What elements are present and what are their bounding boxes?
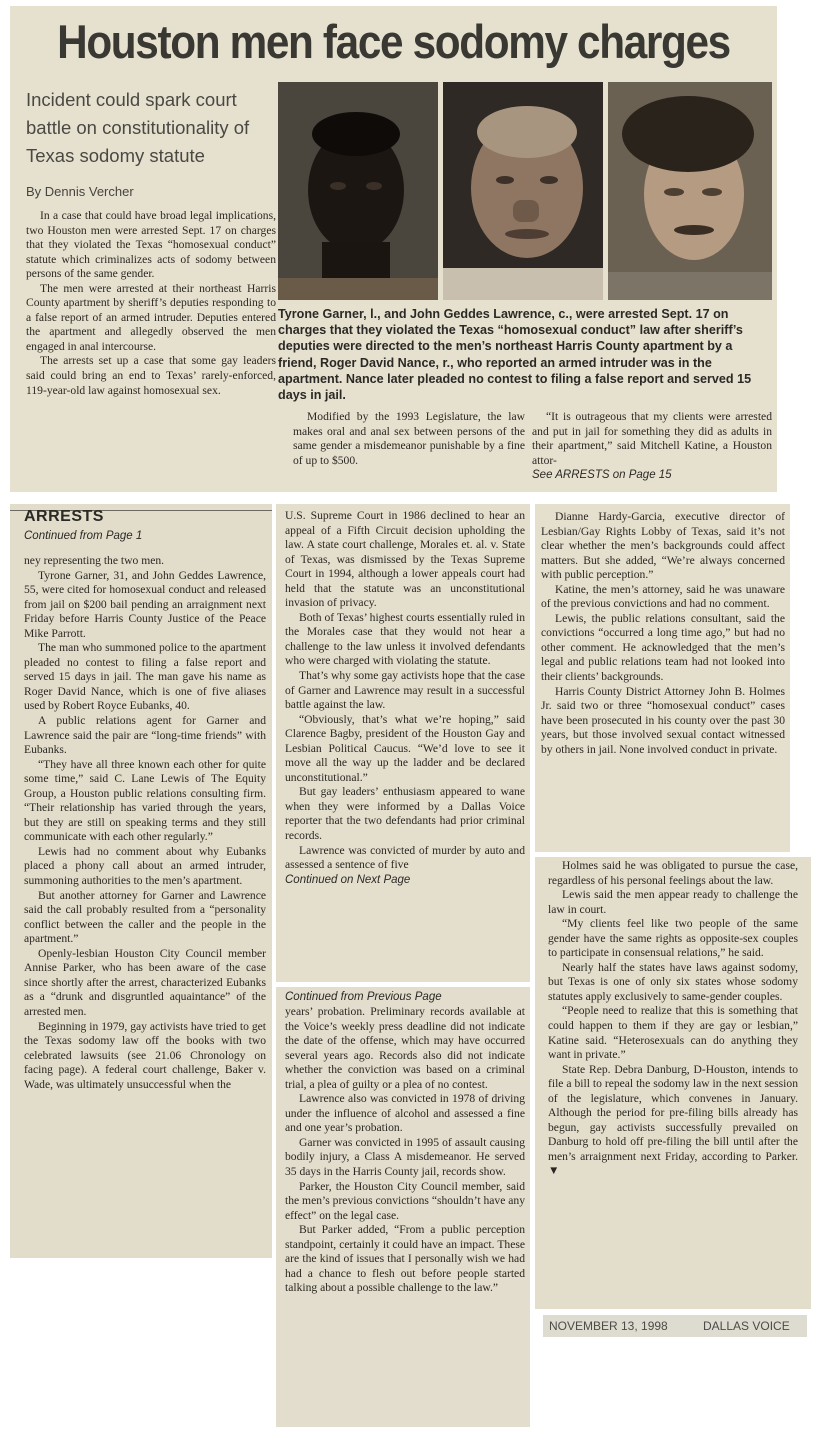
paragraph: In a case that could have broad legal implications, two Houston men were arrested Sept. 17 on charges that they violated the Texas “homosexual conduct” statute which criminalizes acts of sodomy between persons of the same gender. [26, 209, 276, 281]
paragraph: The men were arrested at their northeast Harris County apartment by sheriff’s deputies responding to a false report of an armed intruder. Deputies entered the apartment and allegedly observed the men engaged in anal intercourse. [26, 281, 276, 353]
photo-garner [278, 82, 438, 300]
headline: Houston men face sodomy charges [57, 15, 730, 68]
paragraph: “People need to realize that this is something that could happen to them if they are gay or lesbian,” Katine said. “Heterosexuals can do anything they want in private.” [548, 1004, 798, 1062]
article-column-d [541, 510, 785, 757]
paragraph: Lewis said the men appear ready to challenge the law in court. [548, 888, 798, 916]
article-column-e [548, 859, 798, 1179]
dateline [543, 1315, 807, 1337]
paragraph: Lawrence also was convicted in 1978 of driving under the influence of alcohol and assessed a fine and one year’s probation. [285, 1092, 525, 1135]
portrait-image [608, 82, 772, 300]
portrait-image [443, 82, 603, 300]
article-column-c [285, 990, 525, 1296]
jump-line: See ARRESTS on Page 15 [532, 469, 672, 482]
paragraph: Both of Texas’ highest courts essentially ruled in the Morales case that they would not hear a challenge to the law unless it involved defendants who were charged with violating the statute. [285, 610, 525, 668]
paragraph: A public relations agent for Garner and Lawrence said the pair are “long-time friends” with Eubanks. [24, 714, 266, 757]
article-column-3 [532, 410, 772, 483]
paragraph: That’s why some gay activists hope that the case of Garner and Lawrence may result in a successful battle against the law. [285, 669, 525, 712]
paragraph: “They have all three known each other for quite some time,” said C. Lane Lewis of The Equity Group, a Houston public relations consulting firm. “Their relationship has varied through the years, but they are still on speaking terms and they still communicate with each other regularly.” [24, 757, 266, 844]
section-head: ARRESTS [24, 508, 104, 525]
continued-prev-label: Continued from Previous Page [285, 991, 442, 1003]
paragraph: The arrests set up a case that some gay leaders said could bring an end to Texas’ rarely-enforced, 119-year-old law against homosexual sex. [26, 354, 276, 397]
paragraph: Parker, the Houston City Council member, said the men’s previous convictions “shouldn’t have any effect” on the legal case. [285, 1179, 525, 1222]
paragraph: But Parker added, “From a public perception standpoint, certainly it could have an impact. These are the kind of issues that I personally wish we had had a chance to flesh out before people started talking about a possible challenge to the law.” [285, 1223, 525, 1295]
paragraph: Lawrence was convicted of murder by auto and assessed a sentence of five [285, 843, 525, 872]
continuation-clipping-right-upper [535, 504, 790, 852]
photo-caption: Tyrone Garner, l., and John Geddes Lawrence, c., were arrested Sept. 17 on charges that they violated the Texas “homosexual conduct” law after sheriff’s deputies were directed to the men’s northeast Harris County apartment by a friend, Roger David Nance, r., who reported an armed intruder was in the apartment. Nance later pleaded no contest to filing a false report and served 15 days in jail. [278, 307, 752, 403]
paragraph: Harris County District Attorney John B. Holmes Jr. said two or three “homosexual conduct” cases have been prosecuted in his county over the past 30 years, but those involved sexual contact witnessed by others in jail. None involved conduct in private. [541, 684, 785, 756]
paragraph: years’ probation. Preliminary records available at the Voice’s weekly press deadline did not indicate the date of the offense, which may have occurred several years ago. Records also did not indicate whether the conviction was based on a criminal trial, a plea of guilty or a plea of no contest. [285, 1005, 525, 1091]
paragraph: Katine, the men’s attorney, said he was unaware of the previous convictions and had no comment. [541, 582, 785, 611]
article-column-1 [26, 209, 276, 398]
paragraph: Beginning in 1979, gay activists have tried to get the Texas sodomy law off the books with two celebrated lawsuits (see 21.06 Chronology on facing page). A federal court challenge, Baker v. Wade, was ultimately unsuccessful when the [24, 1019, 266, 1091]
continued-next-label: Continued on Next Page [285, 873, 411, 886]
paragraph: Garner was convicted in 1995 of assault causing bodily injury, a Class A misdemeanor. He served 35 days in the Harris County jail, records show. [285, 1135, 525, 1179]
paragraph: State Rep. Debra Danburg, D-Houston, intends to file a bill to repeal the sodomy law in the next session of the legislature, which convenes in January. Although the period for pre-filing bills already has begun, gay activists successfully prevailed on Danburg to hold off pre-filing the bill until after the men’s arraignment next Friday, according to Parker. ▼ [548, 1062, 798, 1178]
portrait-image [278, 82, 438, 300]
paragraph: U.S. Supreme Court in 1986 declined to hear an appeal of a Fifth Circuit decision upholding the law. A state court challenge, Morales et. al. v. State of Texas, was dismissed by the Texas Supreme Court in 1994, although a lower appeals court had held that the statute was an unconstitutional invasion of privacy. [285, 509, 525, 610]
photo-nance [608, 82, 772, 300]
paragraph: “It is outrageous that my clients were arrested and put in jail for something they did as adults in their apartment,” said Mitchell Katine, a Houston attor- [532, 410, 772, 467]
article-column-b [285, 509, 525, 888]
paragraph: Tyrone Garner, 31, and John Geddes Lawrence, 55, were cited for homosexual conduct and released from jail on $200 bail pending an arraignment next Friday before Harris County Justice of the Peace Mike Parrott. [24, 568, 266, 640]
paragraph: Holmes said he was obligated to pursue the case, regardless of his personal feelings about the law. [548, 859, 798, 887]
paragraph: But another attorney for Garner and Lawrence said the call probably resulted from a “personality conflict between the caller and the people in the apartment.” [24, 888, 266, 946]
byline: By Dennis Vercher [26, 184, 134, 199]
paragraph: But gay leaders’ enthusiasm appeared to wane when they were informed by a Dallas Voice reporter that the two defendants had prior criminal records. [285, 785, 525, 843]
publication-name: DALLAS VOICE [703, 1319, 790, 1333]
paragraph: The man who summoned police to the apartment pleaded no contest to filing a false report and served 15 days in jail. The man gave his name as Roger David Nance, which is one of five aliases used by Robert Royce Eubanks, 40. [24, 641, 266, 713]
photo-lawrence [443, 82, 603, 300]
paragraph: Lewis, the public relations consultant, said the convictions “occurred a long time ago,” but had no other comment. He acknowledged that the men’s legal and public relations team had not looked into their clients’ backgrounds. [541, 611, 785, 684]
continuation-clipping-left [10, 504, 272, 1258]
article-column-2 [293, 410, 525, 468]
deck: Incident could spark court battle on constitutionality of Texas sodomy statute [26, 89, 250, 166]
front-page-clipping [10, 6, 777, 492]
continuation-clipping-middle-upper [276, 504, 530, 982]
paragraph: Nearly half the states have laws against sodomy, but Texas is one of only six states whose sodomy statutes apply exclusively to same-gender couples. [548, 960, 798, 1003]
paragraph: “Obviously, that’s what we’re hoping,” said Clarence Bagby, president of the Houston Gay and Lesbian Political Caucus. “We’d love to see it move all the way up the ladder and be declared unconstitutional.” [285, 712, 525, 784]
paragraph: Dianne Hardy-Garcia, executive director of Lesbian/Gay Rights Lobby of Texas, said it’s not clear whether the men’s backgrounds could affect matters. But she added, “We’re always concerned with public perception.” [541, 510, 785, 582]
continuation-clipping-right-lower [535, 857, 811, 1309]
continued-from-label: Continued from Page 1 [24, 530, 143, 542]
continuation-clipping-middle-lower [276, 987, 530, 1427]
paragraph: Lewis had no comment about why Eubanks placed a phony call about an armed intruder, summoning authorities to the men’s apartment. [24, 844, 266, 888]
paragraph: ney representing the two men. [24, 554, 165, 567]
article-column-a [24, 554, 266, 1092]
issue-date: NOVEMBER 13, 1998 [549, 1319, 668, 1333]
paragraph: Modified by the 1993 Legislature, the law makes oral and anal sex between persons of the same gender a misdemeanor punishable by a fine of up to $500. [293, 410, 525, 467]
paragraph: “My clients feel like two people of the same gender have the same rights as opposite-sex couples to participate in consensual relations,” he said. [548, 917, 798, 960]
paragraph: Openly-lesbian Houston City Council member Annise Parker, who has been aware of the case since shortly after the arrest, characterized Eubanks as a “drunk and disgruntled aquaintance” of the arrested men. [24, 946, 266, 1018]
